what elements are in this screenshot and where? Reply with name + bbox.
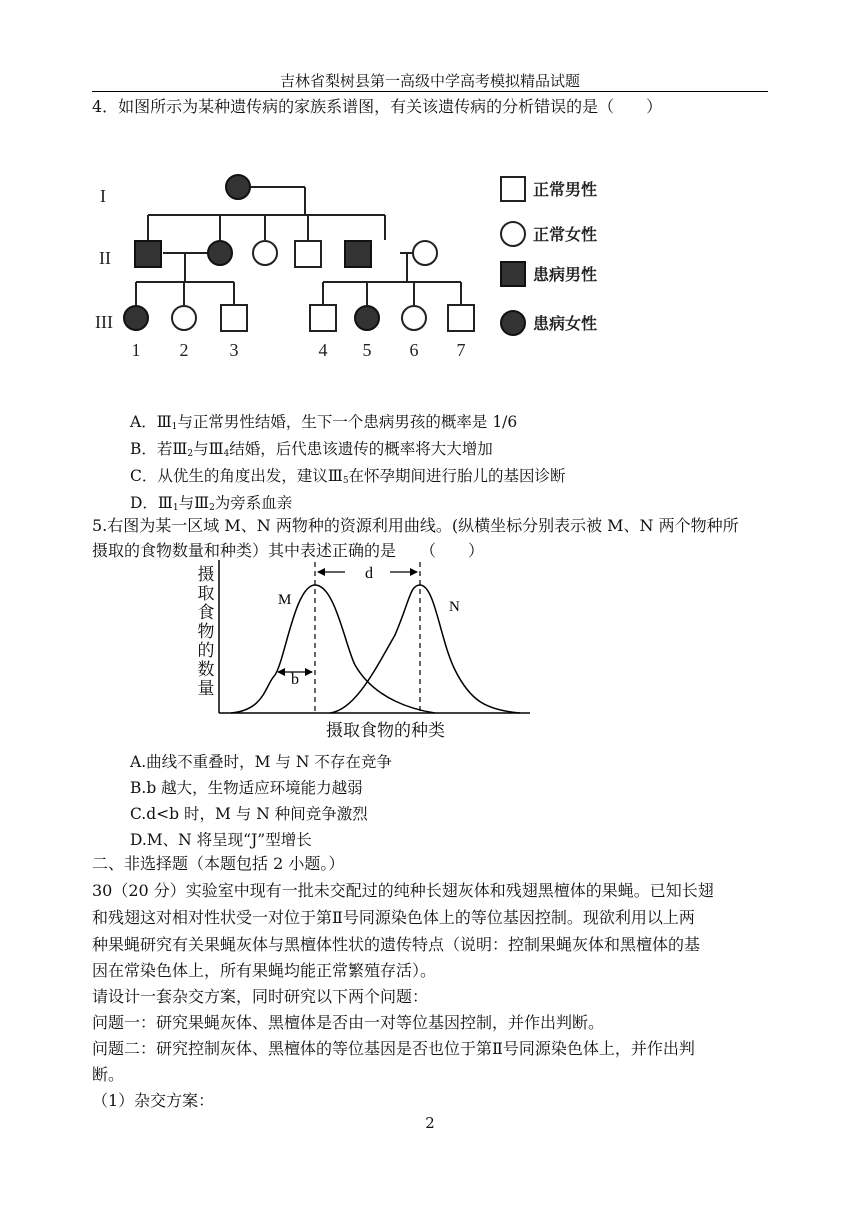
gen3-4-normal-male [310,305,336,331]
q4-stem: 4．如图所示为某种遗传病的家族系谱图，有关该遗传病的分析错误的是（ ） [92,97,663,116]
q4-option-d: D．$Ⅲ_1$与$Ⅲ_2$为旁系血亲 [130,494,293,513]
legend-normal-male: 正常男性 [533,180,598,199]
header-rule [92,91,768,92]
gen3-2-normal-female [172,306,196,330]
q5-option-a: A.曲线不重叠时，M 与 N 不存在竞争 [130,753,392,771]
q30-line-5: 请设计一套杂交方案，同时研究以下两个问题： [92,987,429,1006]
q30-line-8: 断。 [92,1065,125,1084]
pedigree-chart [95,160,625,360]
gen3-6-normal-female [402,306,426,330]
q30-line-6: 问题一：研究果蝇灰体、黑檀体是否由一对等位基因控制，并作出判断。 [92,1013,605,1032]
gen-label-1: I [100,186,106,206]
q5-option-d: D.M、N 将呈现“J”型增长 [130,831,312,849]
q5-option-c: C.d<b 时，M 与 N 种间竞争激烈 [130,805,368,823]
d-arrow-right [410,568,418,576]
legend-affected-male: 患病男性 [533,265,598,284]
q5-y-axis-label: 摄取食物的数量 [197,565,215,699]
q4-option-a: A．$Ⅲ_1$与正常男性结婚，生下一个患病男孩的概率是 1/6 [130,413,518,432]
gen2-normal-male [295,241,321,267]
legend-normal-female: 正常女性 [533,225,598,244]
q30-line-7: 问题二：研究控制灰体、黑檀体的等位基因是否也位于第Ⅱ号同源染色体上，并作出判 [92,1039,695,1058]
legend-affected-female: 患病女性 [533,314,598,333]
legend-normal-male-symbol [501,177,525,201]
curve-n [330,585,520,713]
legend-affected-male-symbol [501,262,525,286]
legend-normal-female-symbol [501,222,525,246]
child-num-6: 6 [409,340,419,360]
legend-affected-female-symbol [501,311,525,335]
b-arrow-right [305,668,313,676]
q5-option-b: B.b 越大，生物适应环境能力越弱 [130,779,363,797]
gen2-affected-male [135,241,161,267]
child-num-7: 7 [456,340,466,360]
gen2-affected-male-2 [345,241,371,267]
page-header: 吉林省梨树县第一高级中学高考模拟精品试题 [279,72,580,90]
resource-utilization-chart [215,560,530,720]
q30-line-1: 30（20 分）实验室中现有一批未交配过的纯种长翅灰体和残翅黑檀体的果蝇。已知长翅 [92,881,714,900]
section-heading: 二、非选择题（本题包括 2 小题。） [92,854,345,873]
gen2-normal-female [253,241,277,265]
q30-line-9: （1）杂交方案： [92,1091,215,1110]
child-num-3: 3 [229,340,239,360]
label-d: d [365,565,373,582]
gen2-affected-female [208,241,232,265]
gen3-5-affected-female [355,306,379,330]
gen3-3-normal-male [221,305,247,331]
page-number: 2 [425,1114,435,1132]
label-b: b [291,671,299,688]
label-n: N [449,599,460,615]
child-num-1: 1 [131,340,141,360]
q4-option-b: B．若$Ⅲ_2$与$Ⅲ_4$结婚，后代患该遗传的概率将大大增加 [130,440,493,459]
q5-x-axis-label: 摄取食物的种类 [326,721,445,741]
gen2-normal-female-2 [413,241,437,265]
child-num-2: 2 [179,340,189,360]
q30-line-3: 种果蝇研究有关果蝇灰体与黑檀体性状的遗传特点（说明：控制果蝇灰体和黑檀体的基 [92,935,701,954]
gen-label-3: III [95,312,113,332]
d-arrow-left [317,568,325,576]
q5-stem-line1: 5.右图为某一区域 M、N 两物种的资源利用曲线。(纵横坐标分别表示被 M、N 两个物种所 [92,516,739,535]
gen3-1-affected-female [124,306,148,330]
q30-line-2: 和残翅这对相对性状受一对位于第Ⅱ号同源染色体上的等位基因控制。现欲利用以上两 [92,908,695,927]
child-num-5: 5 [362,340,372,360]
gen3-7-normal-male [448,305,474,331]
q30-line-4: 因在常染色体上，所有果蝇均能正常繁殖存活）。 [92,961,437,980]
curve-m [231,585,435,713]
q5-stem-line2: 摄取的食物数量和种类）其中表述正确的是 （ ） [92,541,485,560]
label-m: M [278,592,292,608]
gen-label-2: II [99,248,111,268]
gen1-affected-female [226,175,250,199]
q4-option-c: C．从优生的角度出发，建议$Ⅲ_5$在怀孕期间进行胎儿的基因诊断 [130,467,566,486]
child-num-4: 4 [318,340,328,360]
